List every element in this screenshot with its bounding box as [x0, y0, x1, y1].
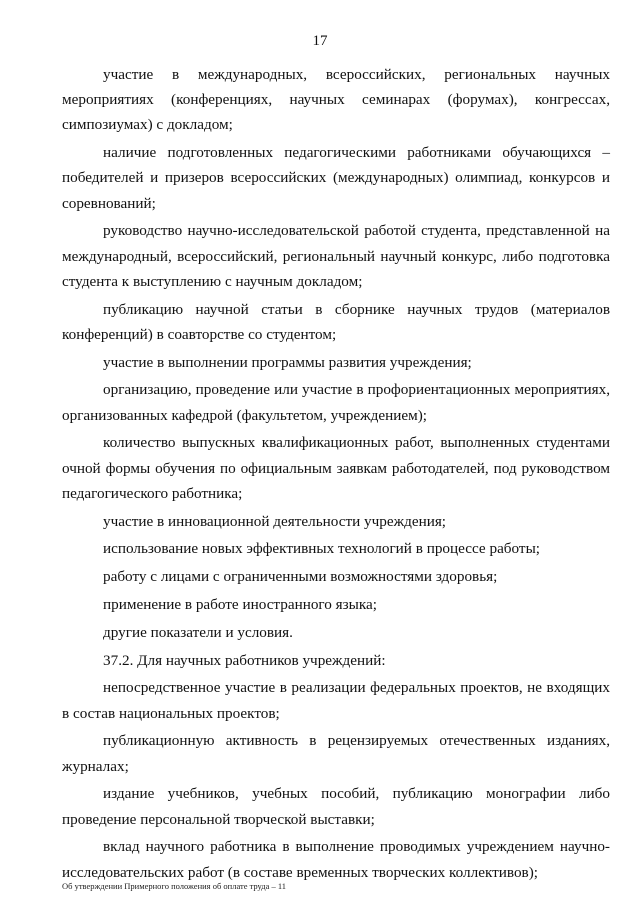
paragraph-4: публикацию научной статьи в сборнике научных трудов (материалов конференций) в соавторстве со студентом; [62, 300, 610, 343]
paragraph-3: руководство научно-исследовательской работой студента, представленной на международный, всероссийский, региональный научный конкурс, либо подготовка студента к выступлению с научным докладом; [62, 222, 610, 290]
page-number: 17 [312, 33, 328, 49]
paragraph-1: участие в международных, всероссийских, региональных научных мероприятиях (конференциях, научных семинарах (форумах), конгрессах, симпозиумах) с докладом; [62, 66, 610, 134]
paragraph-9: использование новых эффективных технологий в процессе работы; [103, 540, 540, 558]
paragraph-5: участие в выполнении программы развития учреждения; [103, 353, 472, 371]
body-text [62, 62, 610, 887]
paragraph-10: работу с лицами с ограниченными возможностями здоровья; [103, 568, 498, 586]
paragraph-14: непосредственное участие в реализации федеральных проектов, не входящих в состав национальных проектов; [62, 679, 610, 722]
paragraph-8: участие в инновационной деятельности учреждения; [103, 512, 447, 530]
footer-note: Об утверждении Примерного положения об оплате труда – 11 [62, 881, 287, 891]
paragraph-16: издание учебников, учебных пособий, публикацию монографии либо проведение персональной творческой выставки; [62, 785, 610, 828]
section-heading-37-2: 37.2. Для научных работников учреждений: [103, 651, 386, 669]
paragraph-15: публикационную активность в рецензируемых отечественных изданиях, журналах; [62, 732, 610, 775]
paragraph-6: организацию, проведение или участие в профориентационных мероприятиях, организованных кафедрой (факультетом, учреждением); [62, 381, 610, 424]
paragraph-11: применение в работе иностранного языка; [103, 596, 377, 613]
paragraph-2: наличие подготовленных педагогическими работниками обучающихся – победителей и призеров всероссийских (международных) олимпиад, конкурсов и соревнований; [62, 144, 610, 212]
paragraph-17: вклад научного работника в выполнение проводимых учреждением научно-исследовательских работ (в составе временных творческих коллективов); [62, 838, 610, 881]
paragraph-12: другие показатели и условия. [103, 623, 293, 641]
paragraph-7: количество выпускных квалификационных работ, выполненных студентами очной формы обучения по официальным заявкам работодателей, под руководством педагогического работника; [62, 434, 610, 502]
